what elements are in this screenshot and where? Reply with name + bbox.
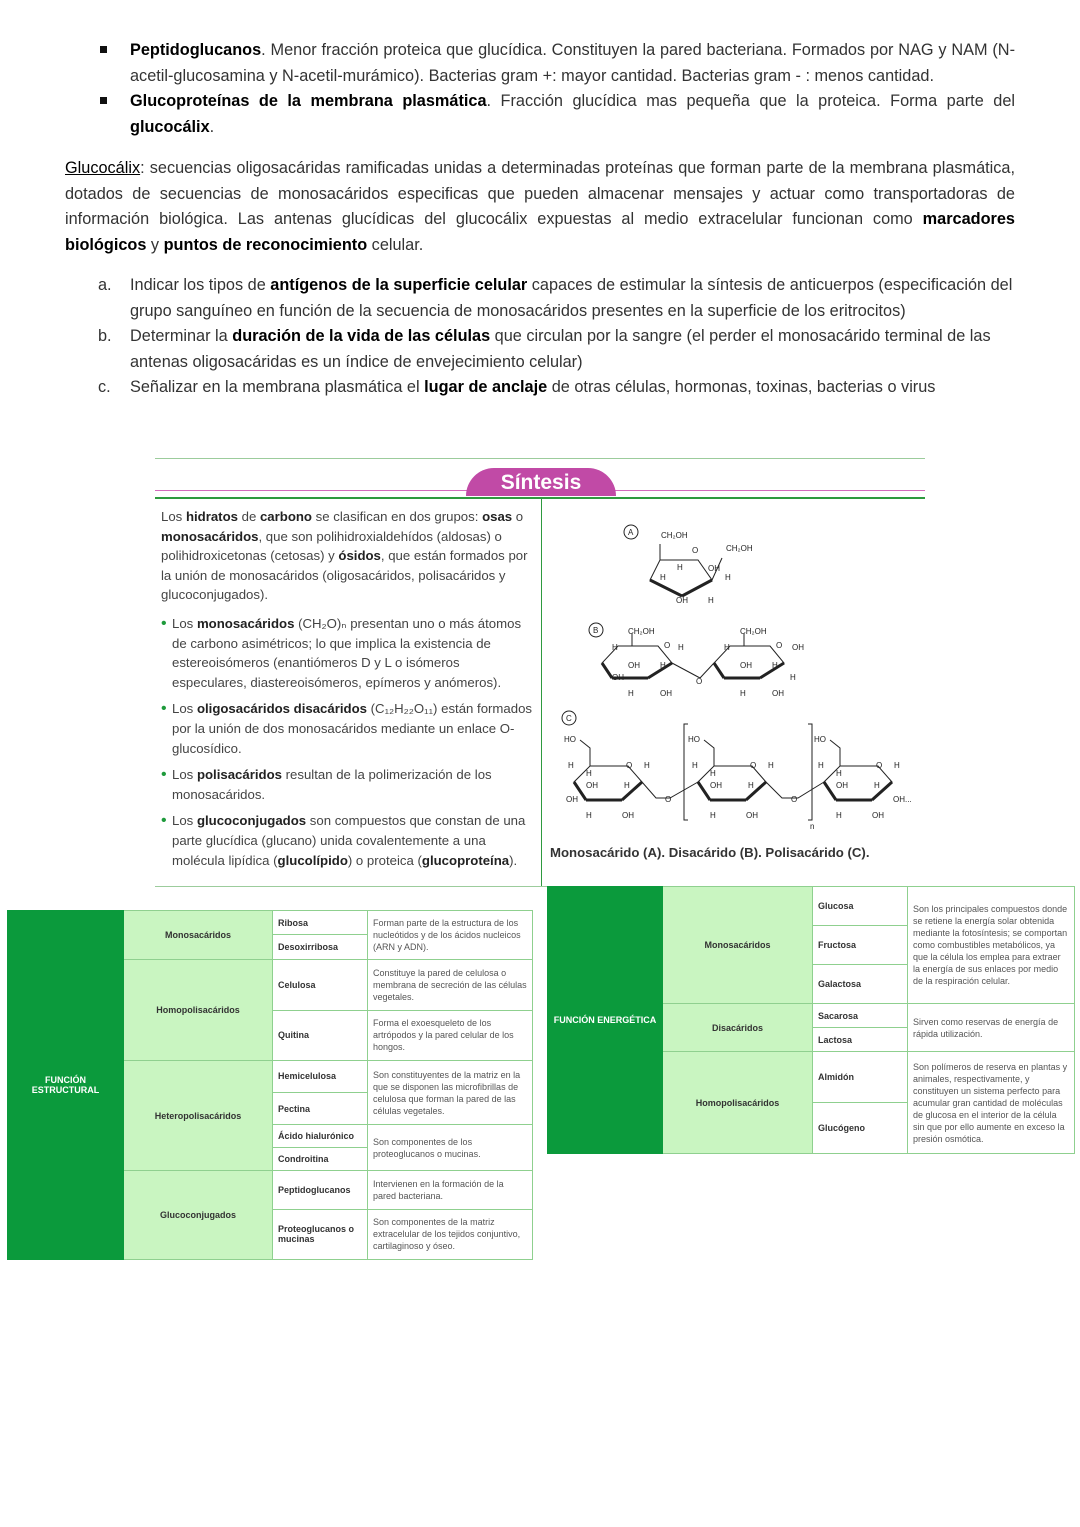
svg-text:H: H — [612, 643, 618, 652]
cell-item: Quitina — [273, 1010, 368, 1060]
cell-desc: Son los principales compuestos donde se retiene la energía solar obtenida mediante la fotosíntesis; se comportan como combustibles metabólicos, ya que la célula los emplea para extraer la energía de sus enlaces por medio de la respiración celular. — [908, 887, 1075, 1004]
svg-text:OH: OH — [676, 596, 688, 605]
svg-text:O: O — [665, 795, 672, 804]
cell-group: Homopolisacáridos — [124, 960, 273, 1061]
svg-text:H: H — [586, 769, 592, 778]
sintesis-glucoconjugados: • Los glucoconjugados son compuestos que constan de una parte glucídica (glucano) unida covalentemente a una molécula lipídica (glucolípido) o proteica (glucoproteína). — [161, 811, 537, 870]
cell-group: Homopolisacáridos — [663, 1052, 813, 1154]
cell-item: Desoxirribosa — [273, 935, 368, 960]
svg-text:H: H — [677, 563, 683, 572]
lettered-list — [98, 273, 1015, 401]
divider — [541, 498, 542, 886]
svg-text:OH: OH — [622, 811, 634, 820]
cell-desc: Constituye la pared de celulosa o membrana de secreción de las células vegetales. — [368, 960, 533, 1010]
cell-item: Lactosa — [813, 1028, 908, 1052]
svg-text:H: H — [710, 769, 716, 778]
svg-text:n: n — [810, 822, 815, 831]
cell-group: Monosacáridos — [124, 911, 273, 960]
svg-text:HO: HO — [688, 735, 700, 744]
svg-text:OH...: OH... — [893, 795, 912, 804]
svg-text:H: H — [748, 781, 754, 790]
svg-text:O: O — [696, 677, 703, 686]
bullet-list — [100, 38, 1015, 140]
cell-item: Almidón — [813, 1052, 908, 1103]
svg-text:O: O — [776, 641, 783, 650]
sintesis-intro: Los hidratos de carbono se clasifican en dos grupos: osas o monosacáridos, que son polihidroxialdehídos (aldosas) o polihidroxicetonas (cetosas) y ósidos, que están formados por la unión de monosacáridos (oligosacáridos, polisacáridos y glucoconjugados). — [161, 509, 528, 603]
cell-item: Hemicelulosa — [273, 1060, 368, 1092]
cell-main: FUNCIÓN ENERGÉTICA — [548, 887, 663, 1154]
svg-text:H: H — [710, 811, 716, 820]
cell-desc: Son componentes de la matriz extracelular de los tejidos conjuntivo, cartilaginoso y óseo. — [368, 1209, 533, 1259]
svg-text:H: H — [692, 761, 698, 770]
svg-text:OH: OH — [612, 673, 624, 682]
sintesis-monosacaridos: • Los monosacáridos (CH₂O)ₙ presentan uno o más átomos de carbono asimétricos; lo que implica la existencia de estereoisómeros (enantiómeros D y L o isómeros especulares, diastereoisómeros, epímeros y anómeros). — [161, 614, 537, 692]
glucocalix-paragraph: Glucocálix: secuencias oligosacáridas ramificadas unidas a determinadas proteínas que forman parte de la membrana plasmática, dotados de secuencias de monosacáridos especificas que pueden almacenar mensajes y actuar como transportadoras de información biológica. Las antenas glucídicas del glucocálix expuestas al medio extracelular funcionan como marcadores biológicos y puntos de reconocimiento celular. — [65, 159, 1015, 254]
cell-main: FUNCIÓN ESTRUCTURAL — [8, 911, 124, 1260]
svg-text:H: H — [818, 761, 824, 770]
cell-item: Glucógeno — [813, 1103, 908, 1154]
sintesis-title: Síntesis — [466, 468, 616, 496]
svg-text:OH: OH — [566, 795, 578, 804]
cell-item: Glucosa — [813, 887, 908, 926]
bullet-marker — [100, 97, 107, 104]
cell-item: Galactosa — [813, 965, 908, 1004]
svg-text:CH₂OH: CH₂OH — [740, 627, 767, 636]
table-funcion-energetica — [547, 886, 1075, 1154]
svg-text:H: H — [725, 573, 731, 582]
cell-desc: Forma el exoesqueleto de los artrópodos y la pared celular de los hongos. — [368, 1010, 533, 1060]
svg-text:OH: OH — [836, 781, 848, 790]
svg-text:O: O — [791, 795, 798, 804]
svg-text:H: H — [660, 573, 666, 582]
svg-text:H: H — [708, 596, 714, 605]
sintesis-text — [161, 507, 537, 877]
svg-text:C: C — [566, 714, 572, 723]
divider — [155, 458, 925, 459]
svg-text:OH: OH — [586, 781, 598, 790]
svg-text:H: H — [644, 761, 650, 770]
cell-item: Fructosa — [813, 926, 908, 965]
list-item: a. Indicar los tipos de antígenos de la superficie celular capaces de estimular la síntesis de anticuerpos (especificación del grupo sanguíneo en función de la secuencia de monosacáridos presentes en la superficie de los eritrocitos) — [98, 276, 1013, 320]
svg-text:OH: OH — [740, 661, 752, 670]
sintesis-polisacaridos: • Los polisacáridos resultan de la polimerización de los monosacáridos. — [161, 765, 537, 804]
svg-text:H: H — [624, 781, 630, 790]
svg-text:HO: HO — [814, 735, 826, 744]
cell-group: Glucoconjugados — [124, 1171, 273, 1260]
svg-text:OH: OH — [660, 689, 672, 698]
sintesis-oligosacaridos: • Los oligosacáridos disacáridos (C₁₂H₂₂O₁₁) están formados por la unión de dos monosacáridos mediante un enlace O-glucosídico. — [161, 699, 537, 758]
cell-desc: Son polímeros de reserva en plantas y animales, respectivamente, y constituyen un sistema perfecto para acumular gran cantidad de moléculas de glucosa en el interior de la célula sin que por ello aumente en exceso la presión osmótica. — [908, 1052, 1075, 1154]
cell-desc: Son constituyentes de la matriz en la que se disponen las microfibrillas de celulosa que forman la pared de las células vegetales. — [368, 1060, 533, 1124]
cell-desc: Intervienen en la formación de la pared bacteriana. — [368, 1171, 533, 1209]
bullet-marker — [100, 46, 107, 53]
svg-text:O: O — [876, 761, 883, 770]
svg-text:H: H — [894, 761, 900, 770]
svg-text:CH₂OH: CH₂OH — [726, 544, 753, 553]
svg-text:A: A — [628, 528, 634, 537]
svg-text:OH: OH — [772, 689, 784, 698]
diagram-caption: Monosacárido (A). Disacárido (B). Polisacárido (C). — [550, 845, 870, 860]
cell-group: Heteropolisacáridos — [124, 1060, 273, 1171]
svg-text:O: O — [626, 761, 633, 770]
svg-text:H: H — [836, 811, 842, 820]
bullet-peptidoglucanos: Peptidoglucanos. Menor fracción proteica que glucídica. Constituyen la pared bacteriana. Formados por NAG y NAM (N-acetil-glucosamina y N-acetil-murámico). Bacterias gram +: mayor cantidad. Bacterias gram - : menos cantidad. — [100, 38, 1015, 89]
svg-text:OH: OH — [710, 781, 722, 790]
cell-item: Condroitina — [273, 1148, 368, 1171]
cell-item: Proteoglucanos o mucinas — [273, 1209, 368, 1259]
cell-item: Pectina — [273, 1093, 368, 1125]
bullet-glucoproteinas: Glucoproteínas de la membrana plasmática. Fracción glucídica mas pequeña que la proteica. Forma parte del glucocálix. — [100, 89, 1015, 140]
svg-text:H: H — [740, 689, 746, 698]
divider — [155, 497, 925, 499]
svg-text:OH: OH — [708, 564, 720, 573]
svg-text:H: H — [836, 769, 842, 778]
cell-desc: Forman parte de la estructura de los nucleótidos y de los ácidos nucleicos (ARN y ADN). — [368, 911, 533, 960]
cell-item: Peptidoglucanos — [273, 1171, 368, 1209]
cell-item: Celulosa — [273, 960, 368, 1010]
table-funcion-estructural — [7, 910, 533, 1260]
svg-text:O: O — [664, 641, 671, 650]
svg-text:H: H — [790, 673, 796, 682]
divider — [155, 886, 547, 887]
svg-text:O: O — [692, 546, 699, 555]
cell-item: Ribosa — [273, 911, 368, 935]
cell-desc: Sirven como reservas de energía de rápida utilización. — [908, 1004, 1075, 1052]
list-item: c. Señalizar en la membrana plasmática el lugar de anclaje de otras células, hormonas, toxinas, bacterias o virus — [98, 378, 936, 396]
carbohydrate-structures-diagram — [550, 518, 920, 836]
svg-text:HO: HO — [564, 735, 576, 744]
cell-group: Monosacáridos — [663, 887, 813, 1004]
svg-text:B: B — [593, 626, 599, 635]
svg-text:H: H — [660, 661, 666, 670]
svg-text:H: H — [678, 643, 684, 652]
svg-text:H: H — [568, 761, 574, 770]
cell-desc: Son componentes de los proteoglucanos o mucinas. — [368, 1125, 533, 1171]
svg-text:H: H — [586, 811, 592, 820]
cell-group: Disacáridos — [663, 1004, 813, 1052]
svg-text:CH₂OH: CH₂OH — [628, 627, 655, 636]
svg-text:OH: OH — [792, 643, 804, 652]
svg-text:H: H — [628, 689, 634, 698]
svg-text:OH: OH — [628, 661, 640, 670]
svg-text:H: H — [768, 761, 774, 770]
svg-text:CH₂OH: CH₂OH — [661, 531, 688, 540]
svg-text:O: O — [750, 761, 757, 770]
svg-text:H: H — [874, 781, 880, 790]
cell-item: Sacarosa — [813, 1004, 908, 1028]
list-item: b. Determinar la duración de la vida de las células que circulan por la sangre (el perder el monosacárido terminal de las antenas oligosacáridas es un índice de envejecimiento celular) — [98, 327, 991, 371]
svg-text:H: H — [724, 643, 730, 652]
svg-text:OH: OH — [872, 811, 884, 820]
svg-text:OH: OH — [746, 811, 758, 820]
cell-item: Ácido hialurónico — [273, 1125, 368, 1148]
svg-text:H: H — [772, 661, 778, 670]
